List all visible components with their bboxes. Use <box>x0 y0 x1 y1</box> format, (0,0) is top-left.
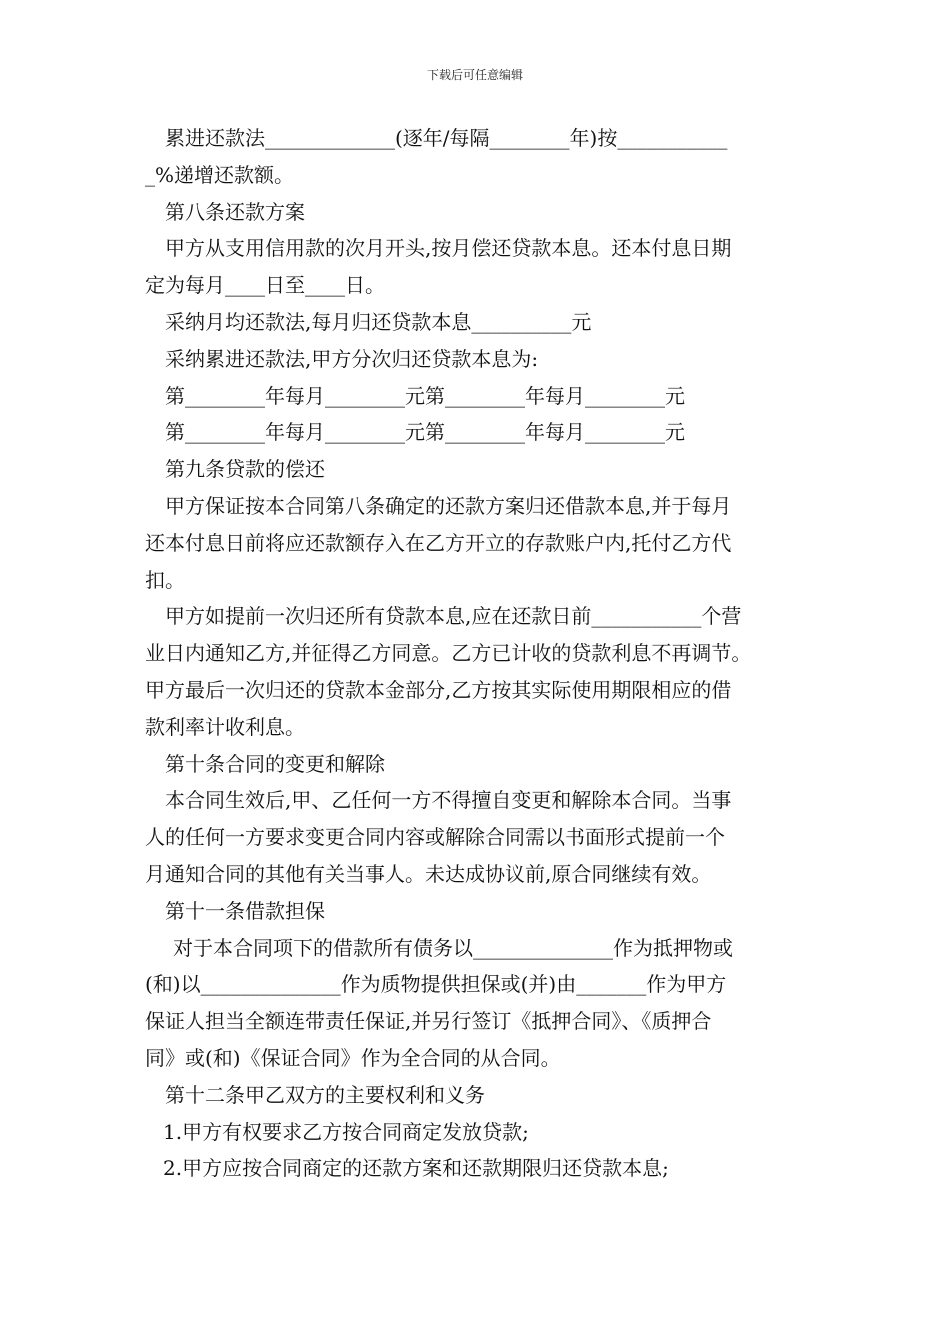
text-line: 甲方如提前一次归还所有贷款本息,应在还款日前___________个营 <box>165 604 742 629</box>
page-header: 下载后可任意编辑 <box>426 68 523 82</box>
text-line: 甲方从支用信用款的次月开头,按月偿还贷款本息。还本付息日期 <box>165 236 732 261</box>
text-line: 本合同生效后,甲、乙任何一方不得擅自变更和解除本合同。当事 <box>165 788 732 813</box>
text-line: 定为每月____日至____日。 <box>145 273 385 298</box>
text-line: 业日内通知乙方,并征得乙方同意。乙方已计收的贷款利息不再调节。 <box>145 641 752 666</box>
text-line: 第八条还款方案 <box>165 199 305 224</box>
text-line: 保证人担当全额连带责任保证,并另行签订《抵押合同》、《质押合 <box>145 1009 712 1034</box>
text-line: 款利率计收利息。 <box>145 714 305 739</box>
text-line: 人的任何一方要求变更合同内容或解除合同需以书面形式提前一个 <box>145 825 725 850</box>
text-line: 同》或(和)《保证合同》作为全合同的从合同。 <box>145 1045 561 1070</box>
text-line: 采纳月均还款法,每月归还贷款本息__________元 <box>165 309 592 334</box>
text-line: 第________年每月________元第________年每月________元 <box>165 420 685 445</box>
text-line: 第九条贷款的偿还 <box>165 457 325 482</box>
text-line: 甲方最后一次归还的贷款本金部分,乙方按其实际使用期限相应的借 <box>145 677 732 702</box>
text-line: 对于本合同项下的借款所有债务以______________作为抵押物或 <box>173 935 733 960</box>
document-body <box>145 120 810 1187</box>
text-line: 2.甲方应按合同商定的还款方案和还款期限归还贷款本息; <box>163 1156 669 1181</box>
text-line: 月通知合同的其他有关当事人。未达成协议前,原合同继续有效。 <box>145 861 712 886</box>
text-line: 第十二条甲乙双方的主要权利和义务 <box>165 1082 485 1107</box>
text-line: 第________年每月________元第________年每月________元 <box>165 383 685 408</box>
text-line: 1.甲方有权要求乙方按合同商定发放贷款; <box>163 1119 529 1144</box>
text-line: _%递增还款额。 <box>145 162 295 187</box>
text-line: 第十一条借款担保 <box>165 898 325 923</box>
text-line: 累进还款法_____________(逐年/每隔________年)按___________ <box>165 126 728 150</box>
text-line: 第十条合同的变更和解除 <box>165 751 385 776</box>
text-line: 甲方保证按本合同第八条确定的还款方案归还借款本息,并于每月 <box>165 493 732 518</box>
text-line: 扣。 <box>145 567 185 592</box>
text-line: (和)以______________作为质物提供担保或(并)由_______作为甲方 <box>145 972 727 997</box>
text-line: 采纳累进还款法,甲方分次归还贷款本息为: <box>165 346 539 371</box>
text-line: 还本付息日前将应还款额存入在乙方开立的存款账户内,托付乙方代 <box>145 530 732 555</box>
